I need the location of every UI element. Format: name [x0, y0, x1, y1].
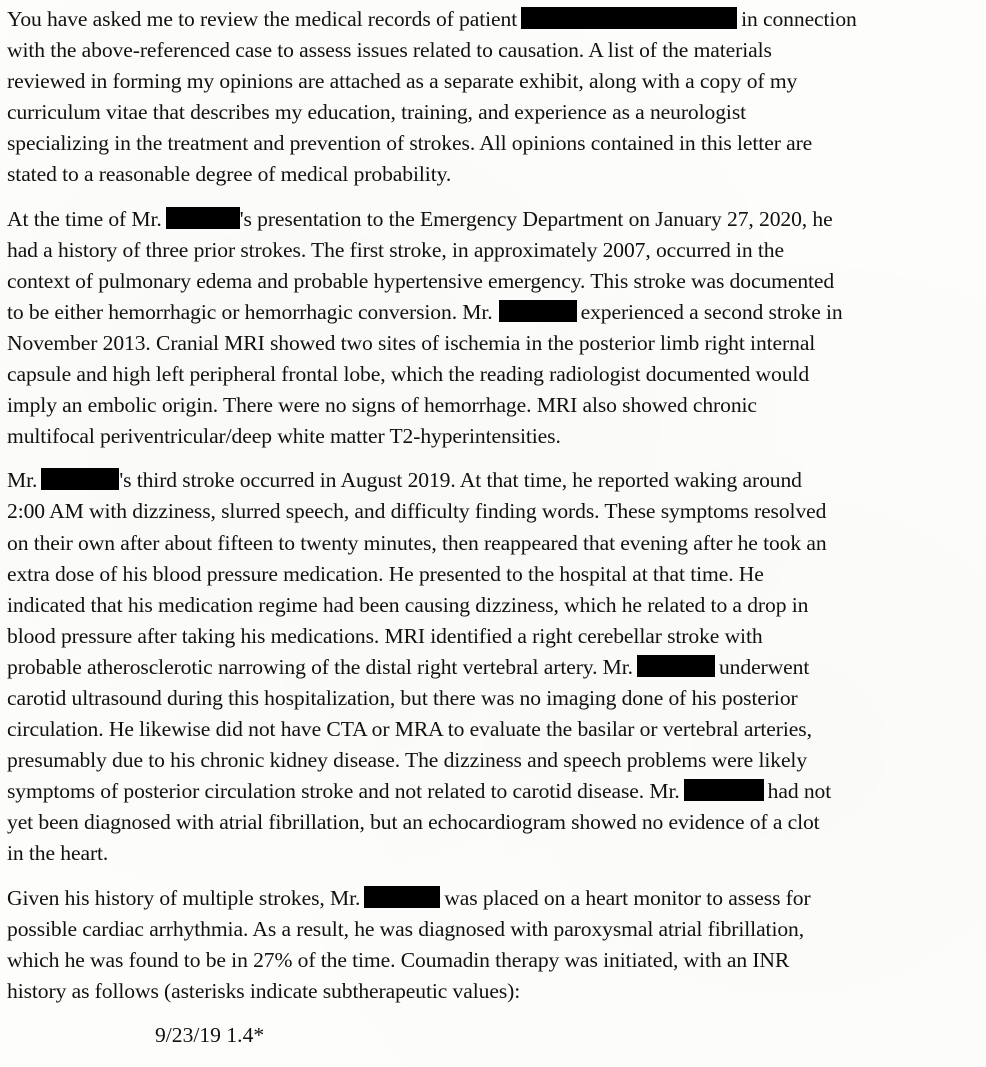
- text-line: [7, 590, 978, 621]
- text-line: [7, 421, 978, 452]
- line-text: specializing in the treatment and prevention of strokes. All opinions contained in this letter are: [7, 131, 813, 156]
- line-text-after-redaction: was placed on a heart monitor to assess for: [444, 885, 811, 910]
- text-line: [7, 683, 978, 714]
- redaction-bar: [637, 655, 715, 677]
- line-text: 2:00 AM with dizziness, slurred speech, and difficulty finding words. These symptoms resolved: [7, 499, 827, 524]
- text-line: [7, 914, 978, 945]
- line-text-before-redaction: Given his history of multiple strokes, Mr.: [7, 885, 361, 910]
- text-line: [7, 297, 978, 328]
- line-text: indicated that his medication regime had been causing dizziness, which he related to a drop in: [7, 592, 809, 617]
- line-text-after-redaction: 's third stroke occurred in August 2019. At that time, he reported waking around: [119, 468, 802, 493]
- redaction-bar: [521, 7, 737, 29]
- letter-body: [7, 4, 978, 1007]
- line-text: on their own after about fifteen to twenty minutes, then reappeared that evening after he took an: [7, 530, 827, 555]
- text-line: [7, 159, 978, 190]
- line-text-before-redaction: You have asked me to review the medical records of patient: [7, 7, 518, 31]
- line-text: context of pulmonary edema and probable hypertensive emergency. This stroke was documented: [7, 268, 835, 293]
- line-text: reviewed in forming my opinions are attached as a separate exhibit, along with a copy of my: [7, 69, 798, 94]
- line-text-before-redaction: At the time of Mr.: [7, 206, 162, 231]
- redaction-bar: [41, 468, 119, 490]
- text-line: [7, 559, 978, 590]
- line-text: with the above-referenced case to assess issues related to causation. A list of the materials: [7, 38, 772, 63]
- paragraph-3: [7, 465, 978, 869]
- text-line: [7, 204, 978, 235]
- text-line: [7, 328, 978, 359]
- text-line: [7, 359, 978, 390]
- text-line: [7, 883, 978, 914]
- redaction-bar: [499, 300, 577, 322]
- paragraph-4: [7, 883, 978, 1007]
- text-line: [7, 745, 978, 776]
- line-text-after-redaction: underwent: [718, 654, 810, 679]
- line-text: which he was found to be in 27% of the time. Coumadin therapy was initiated, with an INR: [7, 947, 790, 972]
- text-line: [7, 776, 978, 807]
- text-line: [7, 97, 978, 128]
- line-text: blood pressure after taking his medications. MRI identified a right cerebellar stroke with: [7, 623, 763, 648]
- text-line: [7, 266, 978, 297]
- text-line: [7, 496, 978, 527]
- text-line: [7, 976, 978, 1007]
- text-line: [7, 652, 978, 683]
- line-text: imply an embolic origin. There were no signs of hemorrhage. MRI also showed chronic: [7, 393, 757, 418]
- line-text-before-redaction: Mr.: [7, 468, 38, 493]
- line-text: November 2013. Cranial MRI showed two sites of ischemia in the posterior limb right internal: [7, 330, 816, 355]
- line-text-before-redaction: to be either hemorrhagic or hemorrhagic conversion. Mr.: [7, 299, 493, 324]
- text-line: [7, 465, 978, 496]
- line-text: capsule and high left peripheral frontal lobe, which the reading radiologist documented would: [7, 362, 810, 387]
- line-text-after-redaction: had not: [767, 779, 832, 804]
- line-text-after-redaction: 's presentation to the Emergency Department on January 27, 2020, he: [239, 206, 833, 231]
- redaction-bar: [364, 886, 440, 908]
- line-text: circulation. He likewise did not have CTA or MRA to evaluate the basilar or vertebral arteries,: [7, 717, 812, 742]
- line-text: in the heart.: [7, 841, 109, 866]
- text-line: [7, 4, 978, 35]
- line-text: stated to a reasonable degree of medical probability.: [7, 162, 452, 187]
- line-text: history as follows (asterisks indicate subtherapeutic values):: [7, 978, 521, 1003]
- line-text: extra dose of his blood pressure medication. He presented to the hospital at that time. He: [7, 561, 764, 586]
- text-line: [7, 621, 978, 652]
- redaction-bar: [166, 207, 240, 229]
- text-line: [7, 714, 978, 745]
- text-line: [7, 945, 978, 976]
- line-text-before-redaction: symptoms of posterior circulation stroke and not related to carotid disease. Mr.: [7, 779, 680, 804]
- text-line: [7, 35, 978, 66]
- line-text: yet been diagnosed with atrial fibrillation, but an echocardiogram showed no evidence of a clot: [7, 810, 820, 835]
- line-text: multifocal periventricular/deep white matter T2-hyperintensities.: [7, 424, 561, 449]
- text-line: [7, 390, 978, 421]
- line-text-after-redaction: experienced a second stroke in: [580, 299, 843, 324]
- line-text: presumably due to his chronic kidney disease. The dizziness and speech problems were likely: [7, 748, 808, 773]
- inr-entry: 9/23/19 1.4*: [155, 1022, 265, 1047]
- text-line: [7, 807, 978, 838]
- text-line: [7, 528, 978, 559]
- line-text: carotid ultrasound during this hospitalization, but there was no imaging done of his posterior: [7, 685, 798, 710]
- line-text: had a history of three prior strokes. The first stroke, in approximately 2007, occurred in the: [7, 237, 784, 262]
- text-line: [7, 235, 978, 266]
- text-line: [7, 128, 978, 159]
- line-text-before-redaction: probable atherosclerotic narrowing of the distal right vertebral artery. Mr.: [7, 654, 633, 679]
- paragraph-2: [7, 204, 978, 453]
- text-line: [7, 838, 978, 869]
- line-text: curriculum vitae that describes my education, training, and experience as a neurologist: [7, 100, 747, 125]
- line-text-after-redaction: in connection: [741, 7, 857, 31]
- text-line: [7, 66, 978, 97]
- paragraph-1: [7, 4, 978, 191]
- line-text: possible cardiac arrhythmia. As a result, he was diagnosed with paroxysmal atrial fibrillation,: [7, 916, 805, 941]
- redaction-bar: [684, 779, 764, 801]
